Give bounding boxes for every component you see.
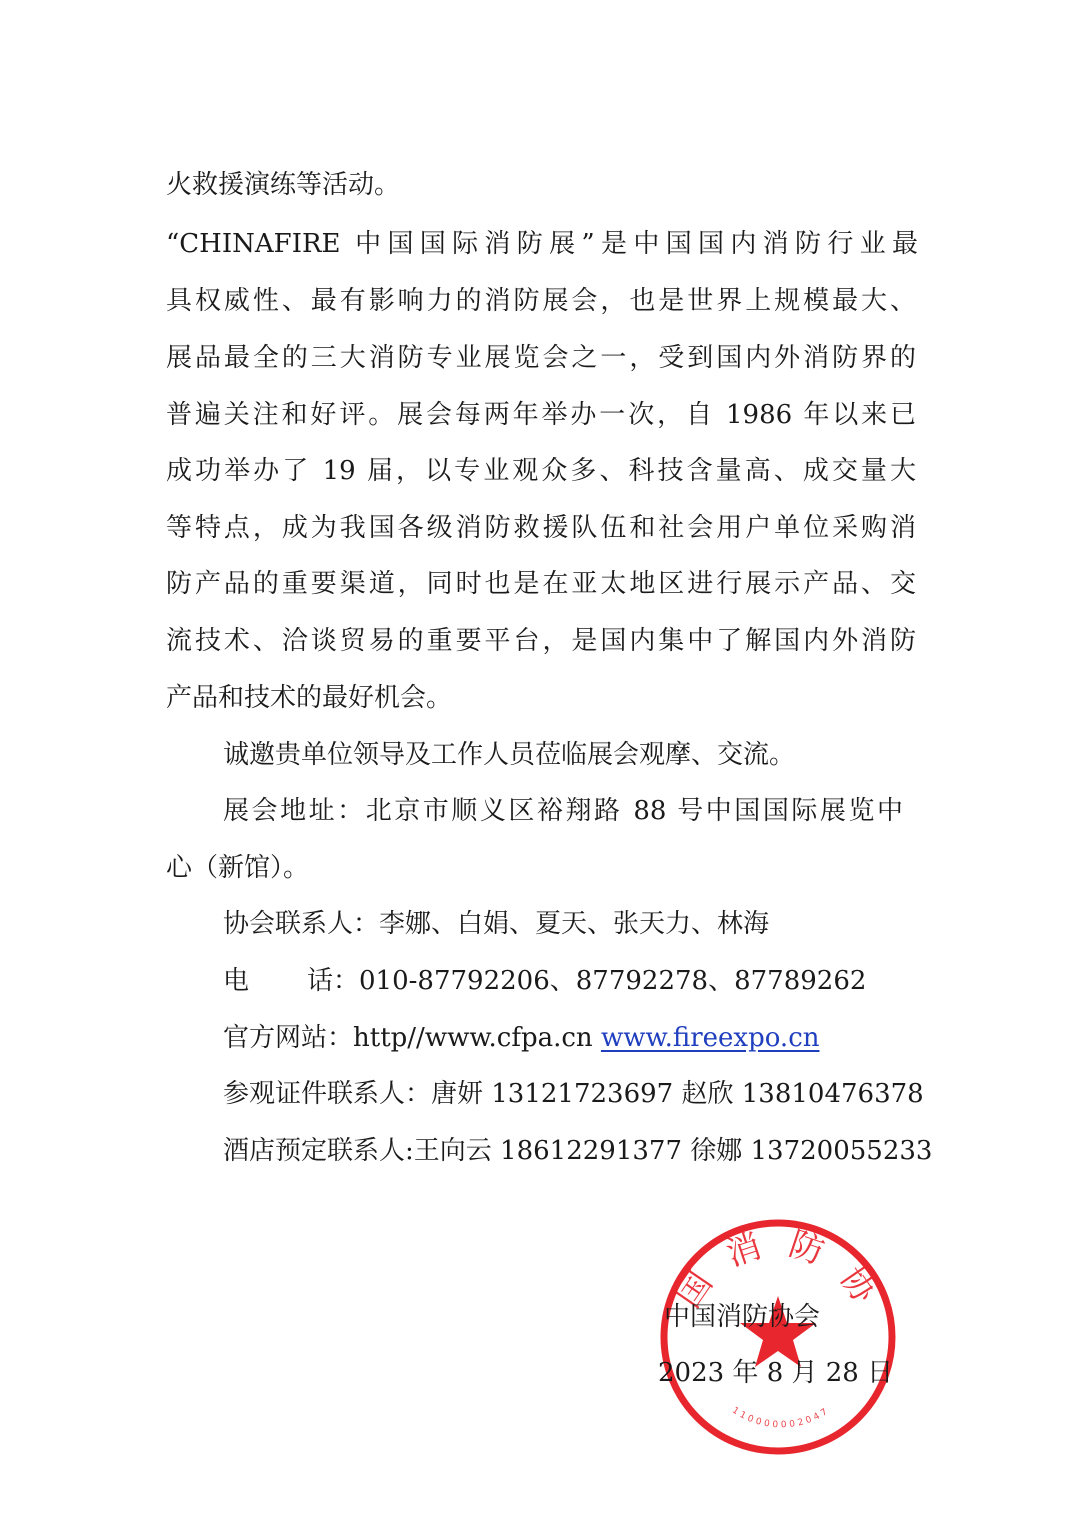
body-line-7: 等特点，成为我国各级消防救援队伍和社会用户单位采购消 (166, 513, 916, 543)
body-line-6: 成功举办了 19 届，以专业观众多、科技含量高、成交量大 (166, 456, 916, 486)
phone-label-left: 电 (223, 966, 250, 996)
address-line-2: 心（新馆）。 (166, 853, 310, 883)
official-seal-icon (657, 1216, 899, 1458)
invitation-line: 诚邀贵单位领导及工作人员莅临展会观摩、交流。 (223, 740, 796, 770)
body-line-1: 火救援演练等活动。 (166, 170, 401, 200)
hotel-contact-line: 酒店预定联系人:王向云 18612291377 徐娜 13720055233 (223, 1136, 933, 1166)
body-line-3: 具权威性、最有影响力的消防展会，也是世界上规模最大、 (166, 286, 916, 316)
body-line-10: 产品和技术的最好机会。 (166, 683, 453, 713)
body-line-5: 普遍关注和好评。展会每两年举办一次，自 1986 年以来已 (166, 400, 916, 430)
address-line-1: 展会地址：北京市顺义区裕翔路 88 号中国国际展览中 (223, 796, 903, 826)
seal-top-text: 国 消 防 协 (668, 1224, 888, 1316)
body-line-2: “CHINAFIRE 中国国际消防展”是中国国内消防行业最 (166, 229, 918, 259)
phone-line (223, 964, 866, 998)
website-label: 官方网站： (223, 1023, 354, 1053)
association-contacts: 协会联系人：李娜、白娟、夏天、张天力、林海 (223, 909, 770, 939)
body-line-4: 展品最全的三大消防专业展览会之一，受到国内外消防界的 (166, 343, 916, 373)
body-line-8: 防产品的重要渠道，同时也是在亚太地区进行展示产品、交 (166, 569, 916, 599)
signature-org: 中国消防协会 (664, 1302, 821, 1332)
phone-value: 010-87792206、87792278、87789262 (359, 966, 867, 996)
website-line (223, 1021, 820, 1055)
body-line-9: 流技术、洽谈贸易的重要平台，是国内集中了解国内外消防 (166, 626, 916, 656)
signature-date: 2023 年 8 月 28 日 (658, 1358, 894, 1388)
website-url-cfpa: http//www.cfpa.cn (353, 1023, 593, 1053)
phone-label-right: 话： (307, 966, 360, 996)
website-link-fireexpo[interactable]: www.fireexpo.cn (600, 1023, 820, 1053)
seal-number-text: 110000002047 (730, 1405, 832, 1431)
visitor-contact-line: 参观证件联系人：唐妍 13121723697 赵欣 13810476378 (223, 1079, 924, 1109)
